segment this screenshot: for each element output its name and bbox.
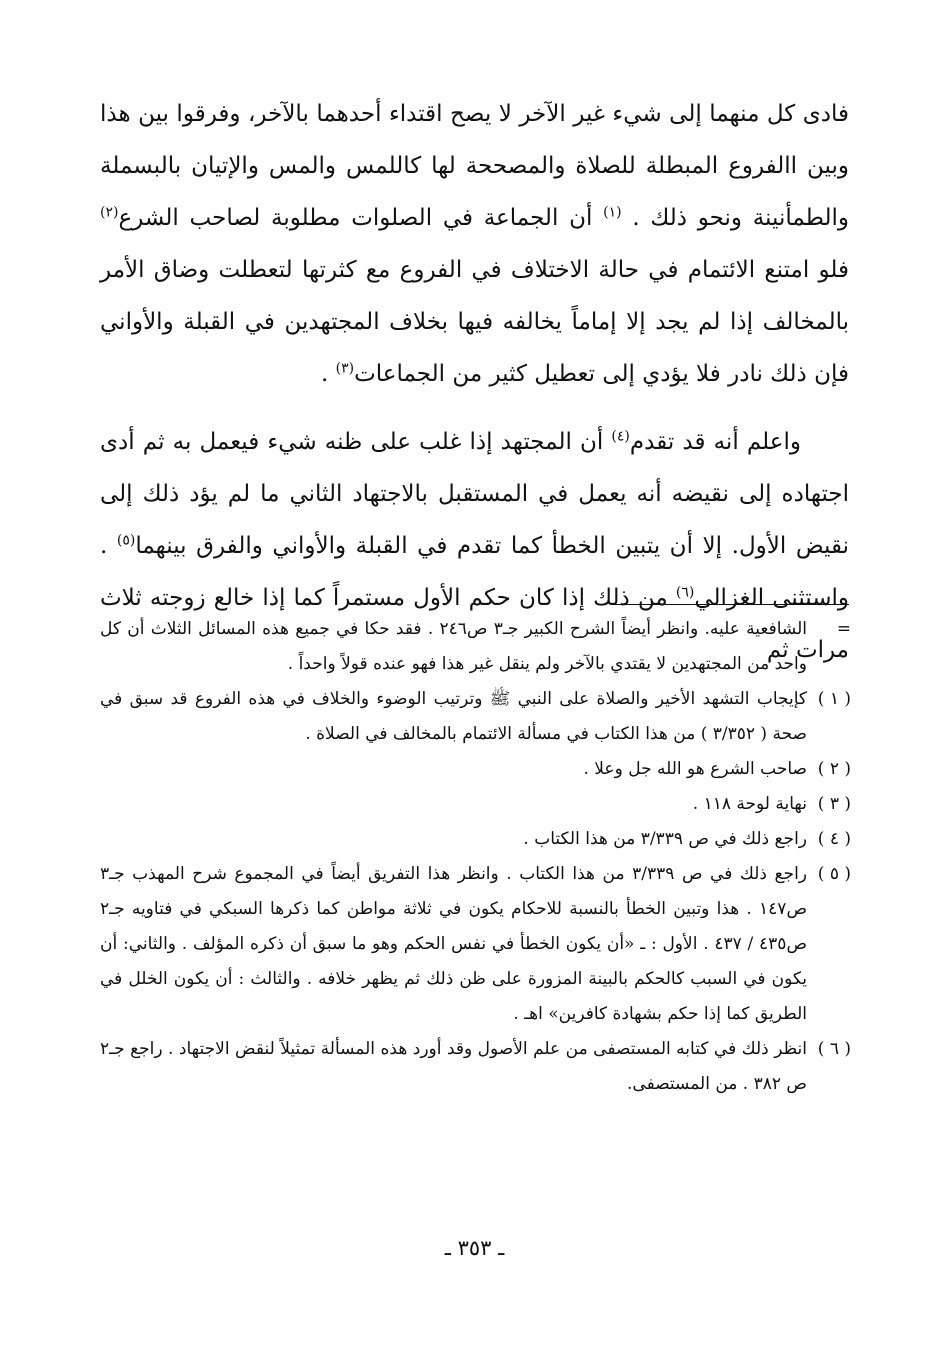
paragraph-2-part-a: واعلم أنه قد تقدم [629,429,801,455]
main-text [100,88,849,676]
footnotes [100,612,851,1102]
paragraph-2-part-b: أن المجتهد إذا غلب على ظنه شيء فيعمل به ثم أدى اجتهاده إلى نقيضه أنه يعمل في المستقبل بالاجتهاد الثاني ما لم يؤد ذلك إلى نقيض الأول. إلا أن يتبين الخطأ كما تقدم في القبلة والأواني والفرق بينهما [100,429,850,559]
footnote-ref-1: (١) [603,204,622,221]
footnote-text: نهاية لوحة ١١٨ . [692,794,807,814]
footnote-marker: ( ٥ ) [817,864,851,884]
footnote-marker: ( ٤ ) [817,829,851,849]
footnote-1 [100,682,851,752]
footnote-marker: ( ٣ ) [817,794,851,814]
footnote-ref-3: (٣) [335,360,355,377]
paragraph-2-part-d: من ذلك إذا كان حكم الأول مستمراً كما إذا خالع زوجته ثلاث مرات ثم [100,585,849,663]
footnote-marker: ( ٦ ) [817,1039,851,1059]
footnote-text: راجع ذلك في ص ٣/٣٣٩ من هذا الكتاب . [523,829,807,849]
footnote-marker: ( ٢ ) [817,759,851,779]
paragraph-1-part-c: فلو امتنع الائتمام في حالة الاختلاف في الفروع مع كثرتها لتعطلت وضاق الأمر بالمخالف إذا لم يجد إلا إماماً يخالفه فيها بخلاف المجتهدين في القبلة والأواني فإن ذلك نادر فلا يؤدي إلى تعطيل كثير من الجماعات [100,257,849,387]
footnote-text: راجع ذلك في ص ٣/٣٣٩ من هذا الكتاب . وانظر هذا التفريق أيضاً في المجموع شرح المهذب جـ٣ ص١٤٧ . هذا وتبين الخطأ بالنسبة للاحكام يكون في ثلاثة مواطن كما ذكرها السبكي في فتاويه جـ٢ ص٤٣٥ / ٤٣٧ . الأول : ـ «أن يكون الخطأ في نفس الحكم وهو ما سبق أن ذكره المؤلف . والثاني: أن يكون في السبب كالحكم بالبينة المزورة على ظن ذلك ثم يظهر خلافه . والثالث : أن يكون الخلل في الطريق كما إذا حكم بشهادة كافرين» اهـ . [100,864,808,1024]
footnote-separator [613,604,849,605]
footnote-text: صاحب الشرع هو الله جل وعلا . [583,759,807,779]
footnote-text: انظر ذلك في كتابه المستصفى من علم الأصول وقد أورد هذه المسألة تمثيلاً لنقض الاجتهاد . راجع جـ٢ ص ٣٨٢ . من المستصفى. [100,1039,807,1094]
footnote-ref-6: (٦) [675,584,695,601]
footnote-continuation [100,612,851,682]
paragraph-1-part-b: أن الجماعة في الصلوات مطلوبة لصاحب الشرع [118,205,593,231]
paragraph-1-part-d: . [321,361,329,387]
footnote-5 [100,857,851,1032]
footnote-marker: ( ١ ) [817,689,851,709]
footnote-2 [100,752,851,787]
page-number: ـ ٣٥٣ ـ [444,1236,505,1260]
footnote-3 [100,787,851,822]
paragraph-1 [100,88,849,400]
paragraph-1-part-a: فادى كل منهما إلى شيء غير الآخر لا يصح اقتداء أحدهما بالآخر، وفرقوا بين هذا وبين االفروع المبطلة للصلاة والمصححة لها كاللمس والمس والإتيان بالبسملة والطمأنينة ونحو ذلك . [100,101,850,231]
footnote-text: كإيجاب التشهد الأخير والصلاة على النبي ﷺ وترتيب الوضوء والخلاف في هذه الفروع قد سبق في صحة ( ٣/٣٥٢ ) من هذا الكتاب في مسألة الائتمام بالمخالف في الصلاة . [100,689,807,744]
footnote-ref-4: (٤) [611,428,630,445]
paragraph-2-part-c: . واستثنى الغزالي [100,533,850,611]
footnote-ref-5: (٥) [116,532,136,549]
footnote-ref-2: (٢) [100,204,119,221]
footnote-marker: = [836,619,851,639]
footnote-4 [100,822,851,857]
footnote-text: الشافعية عليه. وانظر أيضاً الشرح الكبير جـ٣ ص٢٤٦ . فقد حكا في جميع هذه المسائل الثلاث أن كل واحد من المجتهدين لا يقتدي بالآخر ولم ينقل غير هذا فهو عنده قولاً واحداً . [100,619,807,674]
footnote-6 [100,1032,851,1102]
